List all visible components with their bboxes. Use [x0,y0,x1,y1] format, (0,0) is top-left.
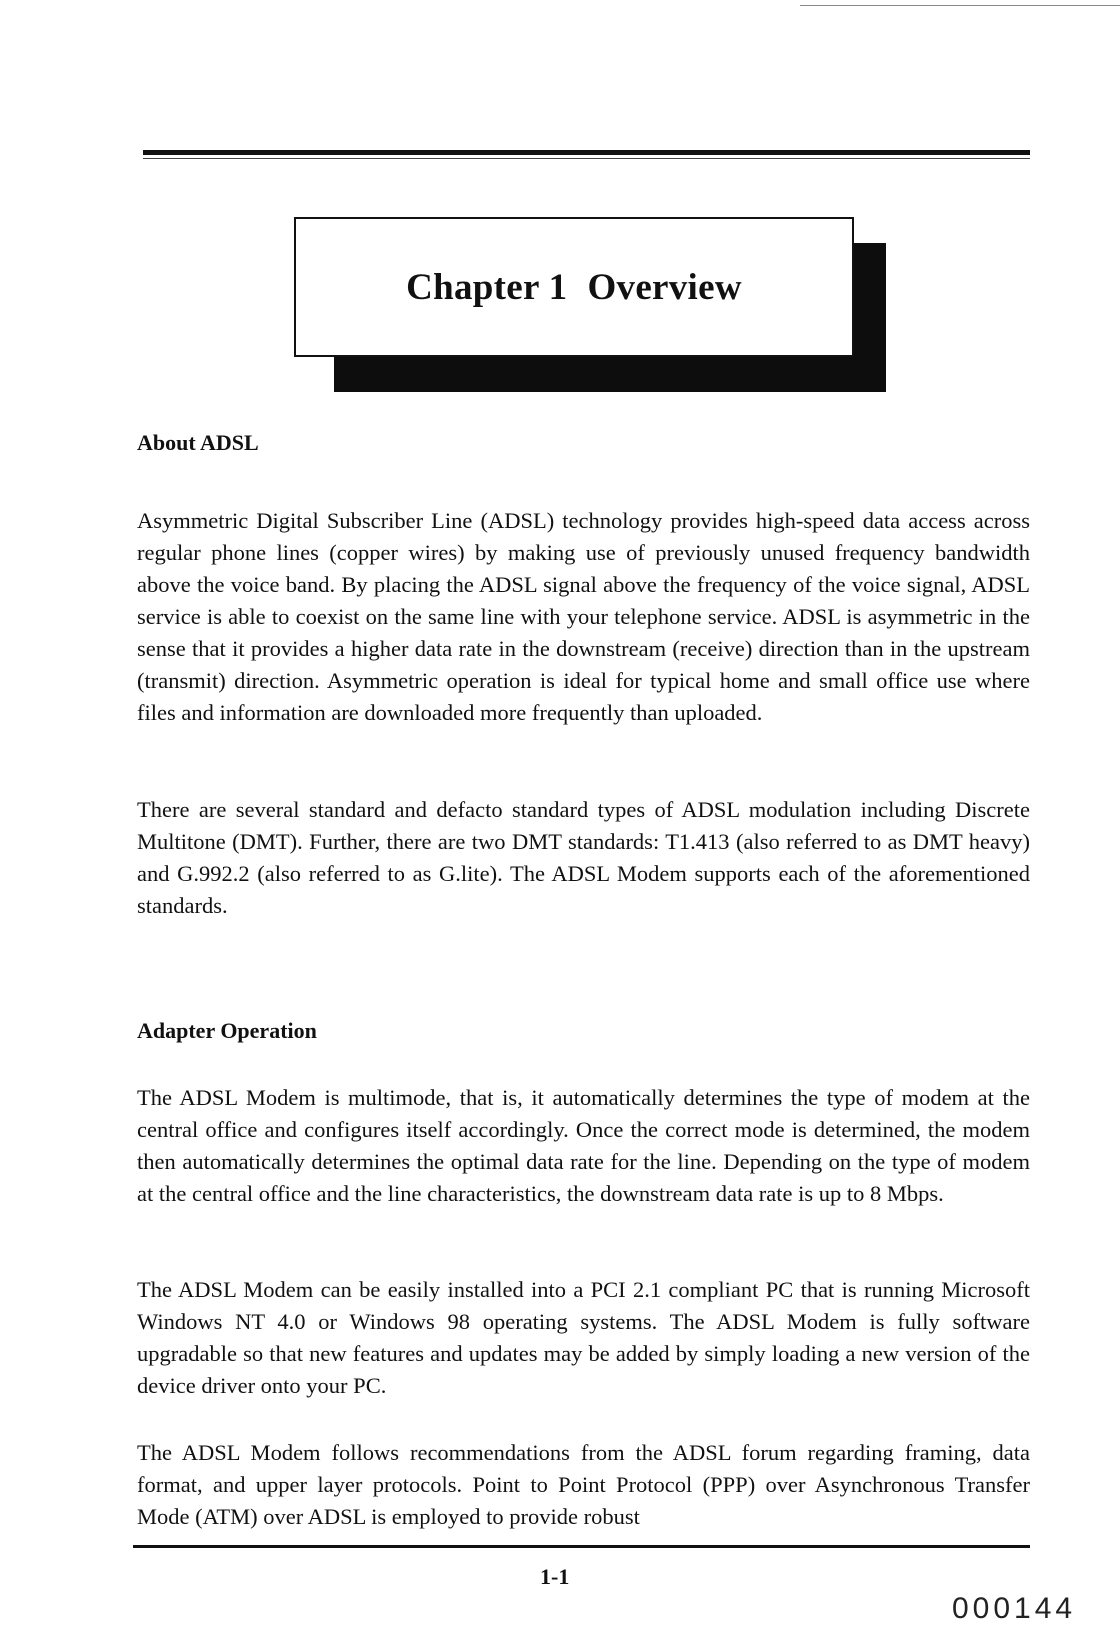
page-number: 1-1 [540,1564,570,1589]
chapter-name: Overview [587,266,742,308]
scan-artifact-line [800,5,1120,6]
chapter-box-frame [294,217,854,357]
paragraph-adapter-operation-2: The ADSL Modem can be easily installed into a PCI 2.1 compliant PC that is running Microsoft Windows NT 4.0 or Windows 98 operating systems. The ADSL Modem is fully software upgradable so that new features and updates may be added by simply loading a new version of the device driver onto your PC. [137,1277,1030,1398]
section-heading-adapter-operation: Adapter Operation [137,1018,317,1043]
bates-number: 000144 [952,1592,1077,1625]
paragraph-adapter-operation-1: The ADSL Modem is multimode, that is, it automatically determines the type of modem at the central office and configures itself accordingly. Once the correct mode is determined, the modem then automatically determines the optimal data rate for the line. Depending on the type of modem at the central office and the line characteristics, the downstream data rate is up to 8 Mbps. [137,1085,1030,1206]
header-rule [143,150,1030,155]
chapter-title [406,266,742,309]
section-heading-about-adsl: About ADSL [137,430,259,455]
chapter-number-label: Chapter 1 [406,266,568,308]
footer-rule [133,1545,1030,1548]
header-rule-thin [143,158,1030,159]
chapter-title-box [294,217,886,392]
paragraph-about-adsl-2: There are several standard and defacto standard types of ADSL modulation including Discrete Multitone (DMT). Further, there are two DMT standards: T1.413 (also referred to as DMT heavy) and G.992.2 (also referred to as G.lite). The ADSL Modem supports each of the aforementioned standards. [137,797,1030,918]
paragraph-adapter-operation-3: The ADSL Modem follows recommendations from the ADSL forum regarding framing, data format, and upper layer protocols. Point to Point Protocol (PPP) over Asynchronous Transfer Mode (ATM) over ADSL is employed to provide robust [137,1440,1030,1529]
paragraph-about-adsl-1: Asymmetric Digital Subscriber Line (ADSL) technology provides high-speed data access across regular phone lines (copper wires) by making use of previously unused frequency bandwidth above the voice band. By placing the ADSL signal above the frequency of the voice signal, ADSL service is able to coexist on the same line with your telephone service. ADSL is asymmetric in the sense that it provides a higher data rate in the downstream (receive) direction than in the upstream (transmit) direction. Asymmetric operation is ideal for typical home and small office use where files and information are downloaded more frequently than uploaded. [137,508,1030,725]
